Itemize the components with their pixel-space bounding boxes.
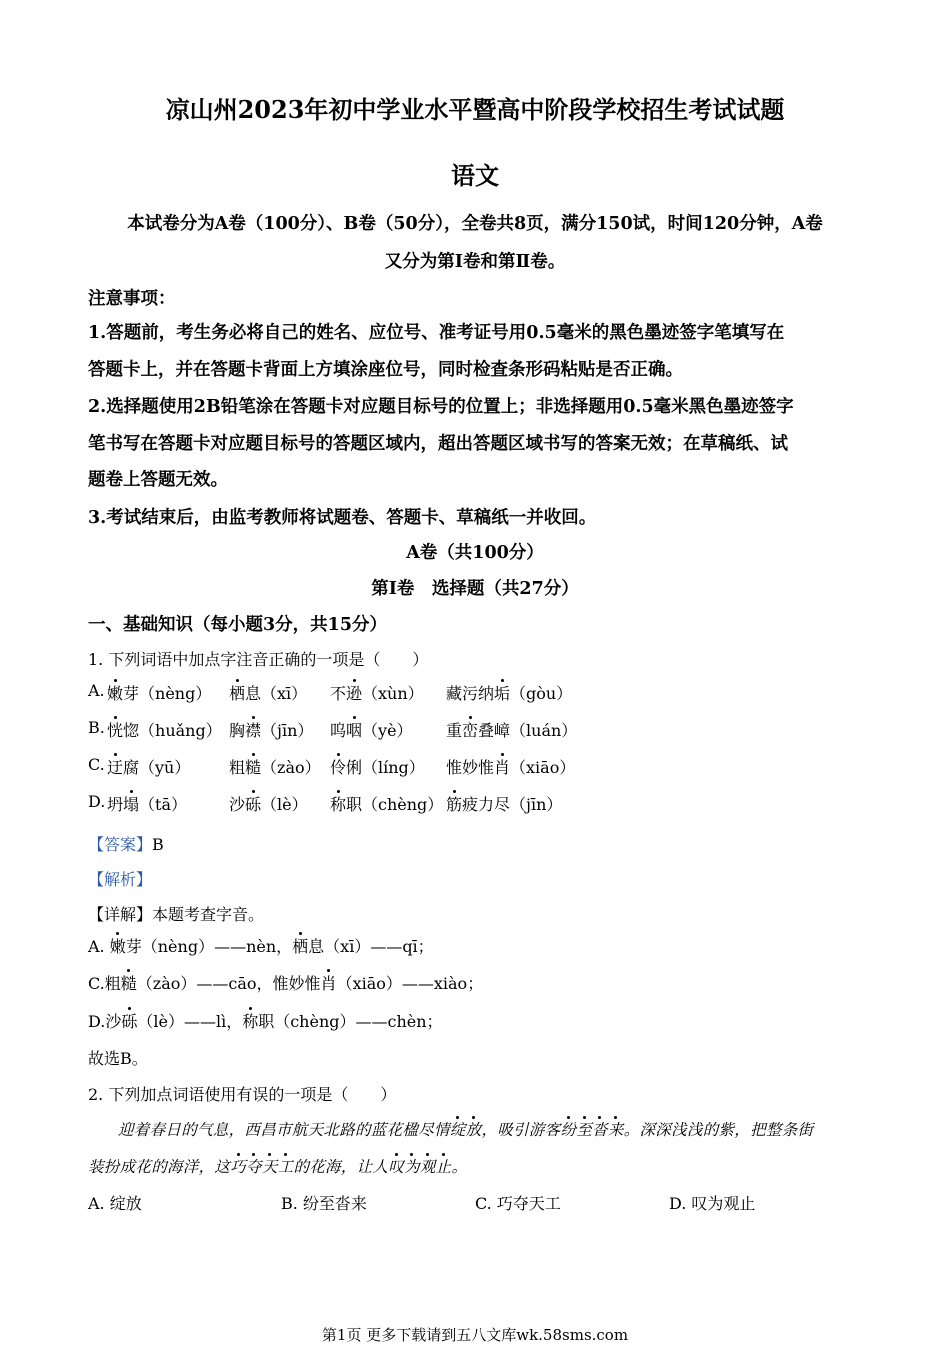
explanation-line	[88, 934, 434, 957]
explanation-prefix: C.	[88, 974, 105, 993]
word-text: （yè）	[362, 721, 413, 740]
option-word	[330, 681, 424, 704]
passage-text: 。	[451, 1158, 468, 1176]
option-word	[229, 755, 321, 778]
word-text: 坍	[107, 795, 124, 814]
dotted-char: 绽	[449, 1121, 466, 1139]
answer-value: B	[152, 835, 164, 854]
answer-tag: 【答案】	[88, 835, 153, 854]
option-word	[107, 755, 190, 778]
word-text: （tā）	[139, 795, 188, 814]
explanation-prefix: A.	[88, 937, 110, 956]
word-text: 息（xī）——qī；	[308, 937, 434, 956]
option-word	[229, 681, 307, 704]
dotted-char: 糙	[245, 758, 262, 777]
detail-line	[88, 902, 264, 925]
option-label: C.	[88, 755, 105, 774]
dotted-char: 至	[576, 1121, 593, 1139]
option-label: D.	[88, 792, 106, 811]
word-text: 沙	[229, 795, 246, 814]
question-2-option: C. 巧夺天工	[475, 1194, 561, 1213]
word-text: 胸	[229, 721, 246, 740]
word-text: （xùn）	[362, 684, 424, 703]
question-2-option: B. 纷至沓来	[281, 1194, 367, 1213]
word-text: 惟妙惟	[446, 758, 495, 777]
answer-line	[88, 832, 164, 855]
dotted-char: 砾	[121, 1012, 138, 1031]
question-2-passage-line-2	[88, 1155, 467, 1177]
dotted-char: 峦	[462, 721, 479, 740]
passage-text: 迎着春日的气息，西昌市航天北路的蓝花楹尽情	[118, 1121, 450, 1139]
dotted-char: 嫩	[109, 937, 126, 956]
word-text: 职（chèng）——chèn；	[258, 1012, 443, 1031]
dotted-char: 塌	[123, 795, 140, 814]
word-text: （jīn）	[261, 721, 314, 740]
dotted-char: 为	[404, 1158, 420, 1176]
dotted-char: 观	[419, 1158, 436, 1176]
option-word	[330, 792, 443, 815]
dotted-char: 逊	[346, 684, 363, 703]
subject-title: 语文	[451, 161, 499, 190]
detail-text: 本题考查字音。	[152, 905, 265, 924]
basic-knowledge-heading: 一、基础知识（每小题3分，共15分）	[88, 615, 388, 635]
option-word	[107, 718, 222, 741]
explanation-line	[88, 1009, 443, 1032]
word-text: 疲力尽（jīn）	[462, 795, 563, 814]
word-text: 粗	[229, 758, 246, 777]
word-text: 沙	[105, 1012, 122, 1031]
dotted-char: 襟	[245, 721, 262, 740]
option-word	[107, 792, 187, 815]
dotted-char: 筋	[446, 795, 463, 814]
dotted-char: 称	[330, 795, 347, 814]
option-word	[107, 681, 211, 704]
notes-item-2-line-2: 笔书写在答题卡对应题目标号的答题区域内，超出答题区域书写的答案无效；在草稿纸、试	[88, 434, 788, 454]
word-text: （xiāo）——xiào；	[336, 974, 484, 993]
word-text: （gòu）	[510, 684, 573, 703]
question-2-option: A. 绽放	[88, 1194, 142, 1213]
notes-heading: 注意事项：	[88, 289, 176, 309]
option-word	[446, 718, 577, 741]
explanation-line	[88, 971, 483, 994]
word-text: （lè）——lì，	[137, 1012, 243, 1031]
word-text: （zào）	[261, 758, 321, 777]
conclusion: 故选B。	[88, 1049, 148, 1068]
word-text: （zào）——cāo，惟妙惟	[136, 974, 321, 993]
dotted-char: 称	[242, 1012, 259, 1031]
word-text: 芽（nèng）——nèn，	[125, 937, 293, 956]
notes-item-1-line-1: 1.答题前，考生务必将自己的姓名、应位号、准考证号用0.5毫米的黑色墨迹签字笔填写在	[88, 323, 785, 343]
word-text: 职（chèng）	[346, 795, 444, 814]
page-footer: 第1页 更多下载请到五八文库wk.58sms.com	[321, 1326, 629, 1344]
dotted-char: 止	[435, 1158, 452, 1176]
word-text: （xiāo）	[510, 758, 576, 777]
option-word	[446, 755, 575, 778]
intro-line-1: 本试卷分为A卷（100分）、B卷（50分），全卷共8页，满分150试，时间120分钟，A卷	[127, 214, 823, 234]
question-2-stem: 2. 下列加点词语使用有误的一项是（ ）	[88, 1085, 397, 1104]
dotted-char: 肖	[494, 758, 511, 777]
volume-a-heading: A卷（共100分）	[406, 543, 544, 563]
question-2-option: D. 叹为观止	[669, 1194, 756, 1213]
passage-text: 的花海，让人	[293, 1158, 389, 1176]
word-text: 腐（yū）	[123, 758, 191, 777]
notes-item-1-line-2: 答题卡上，并在答题卡背面上方填涂座位号，同时检查条形码粘贴是否正确。	[88, 360, 683, 380]
explanation-prefix: D.	[88, 1012, 106, 1031]
passage-text: 。深深浅浅的紫，把整条街	[623, 1121, 814, 1139]
word-text: 不	[330, 684, 347, 703]
word-text: 叠嶂（luán）	[478, 721, 578, 740]
part-1-heading: 第Ⅰ卷 选择题（共27分）	[371, 579, 579, 599]
dotted-char: 栖	[229, 684, 246, 703]
dotted-char: 糙	[120, 974, 137, 993]
dotted-char: 工	[277, 1158, 294, 1176]
option-word	[446, 681, 572, 704]
dotted-char: 叹	[388, 1158, 405, 1176]
word-text: 重	[446, 721, 463, 740]
question-1-stem: 1. 下列词语中加点字注音正确的一项是（ ）	[88, 650, 429, 669]
question-2-passage-line-1	[118, 1118, 813, 1140]
dotted-char: 夺	[246, 1158, 262, 1176]
option-word	[229, 792, 308, 815]
word-text: 芽（nèng）	[123, 684, 212, 703]
dotted-char: 天	[261, 1158, 278, 1176]
notes-item-2-line-1: 2.选择题使用2B铅笔涂在答题卡对应题目标号的位置上；非选择题用0.5毫米黑色墨迹签字	[88, 397, 794, 417]
word-text: 呜	[330, 721, 347, 740]
detail-tag: 【详解】	[88, 905, 153, 924]
dotted-char: 沓	[592, 1121, 608, 1139]
word-text: 息（xī）	[245, 684, 308, 703]
dotted-char: 纷	[560, 1121, 577, 1139]
dotted-char: 嫩	[107, 684, 124, 703]
dotted-char: 伶	[330, 758, 347, 777]
dotted-char: 迂	[107, 758, 124, 777]
dotted-char: 放	[465, 1121, 482, 1139]
word-text: 俐（líng）	[346, 758, 425, 777]
notes-item-2-line-3: 题卷上答题无效。	[88, 470, 228, 490]
option-label: A.	[88, 681, 105, 700]
dotted-char: 咽	[346, 721, 363, 740]
dotted-char: 栖	[292, 937, 309, 956]
notes-item-3: 3.考试结束后，由监考教师将试题卷、答题卡、草稿纸一并收回。	[88, 508, 597, 528]
word-text: 惚（huǎng）	[123, 721, 222, 740]
option-word	[229, 718, 313, 741]
dotted-char: 肖	[320, 974, 337, 993]
dotted-char: 垢	[494, 684, 511, 703]
option-word	[330, 755, 425, 778]
dotted-char: 巧	[230, 1158, 247, 1176]
exam-title: 凉山州2023年初中学业水平暨高中阶段学校招生考试试题	[165, 95, 785, 124]
word-text: 藏污纳	[446, 684, 495, 703]
intro-line-2: 又分为第Ⅰ卷和第Ⅱ卷。	[384, 252, 566, 272]
option-label: B.	[88, 718, 105, 737]
option-word	[446, 792, 562, 815]
option-word	[330, 718, 413, 741]
passage-text: ，吸引游客	[481, 1121, 561, 1139]
dotted-char: 来	[607, 1121, 624, 1139]
passage-text: 装扮成花的海洋，这	[88, 1158, 231, 1176]
word-text: （lè）	[261, 795, 308, 814]
dotted-char: 砾	[245, 795, 262, 814]
dotted-char: 恍	[107, 721, 124, 740]
word-text: 粗	[104, 974, 121, 993]
analysis-tag: 【解析】	[88, 870, 153, 889]
